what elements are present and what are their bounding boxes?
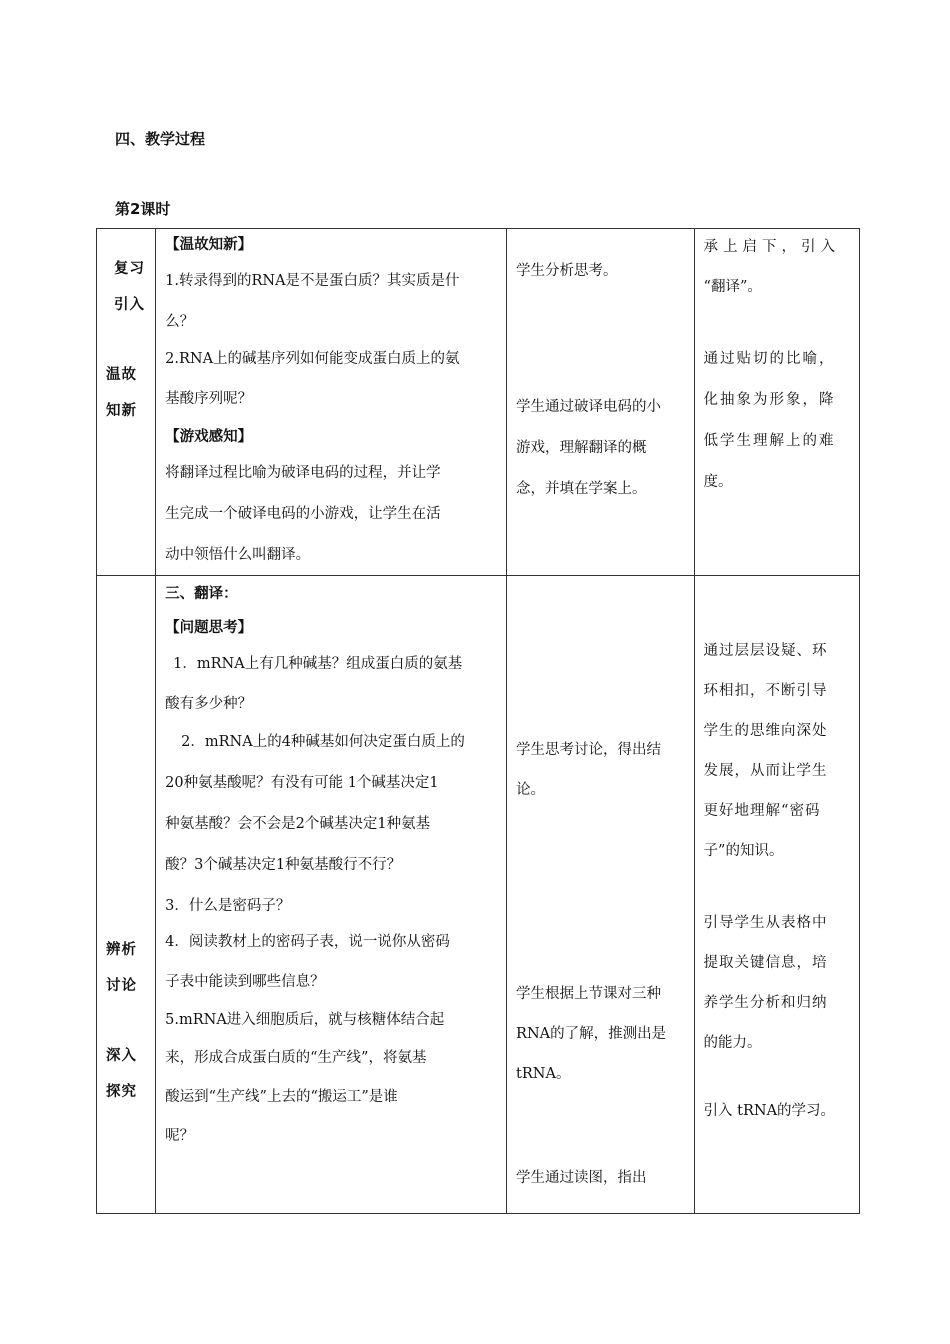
table-row	[97, 576, 860, 1214]
stage-label: 讨论	[106, 978, 137, 994]
content-line: 呢？	[165, 1128, 195, 1144]
intent-line: 更好地理解“密码	[703, 803, 821, 819]
stage-label: 知新	[106, 403, 137, 419]
intent-line: “翻译”。	[703, 279, 762, 295]
content-line: 【问题思考】	[165, 620, 253, 636]
intent-line: 养学生分析和归纳	[703, 995, 828, 1011]
stage-label-cell	[97, 229, 156, 576]
content-line: 4．阅读教材上的密码子表，说一说你从密码	[165, 934, 450, 950]
student-line: 念，并填在学案上。	[516, 481, 647, 497]
student-line: 学生通过读图，指出	[516, 1170, 647, 1186]
content-line: 来，形成合成蛋白质的“生产线”，将氨基	[165, 1050, 427, 1066]
content-line: 种氨基酸？会不会是2个碱基决定1种氨基	[165, 816, 431, 832]
intent-line: 提取关键信息，培	[703, 955, 828, 971]
content-line: 2．mRNA上的4种碱基如何决定蛋白质上的	[181, 734, 465, 750]
content-line: 【游戏感知】	[165, 429, 253, 445]
intent-line: 化抽象为形象，降	[703, 392, 836, 408]
student-activity-cell	[507, 229, 694, 576]
content-line: 1．mRNA上有几种碱基？组成蛋白质的氨基	[173, 656, 463, 672]
content-line: 20种氨基酸呢？有没有可能 1个碱基决定1	[165, 775, 439, 791]
intent-line: 引入 tRNA的学习。	[703, 1103, 836, 1119]
student-line: 学生通过破译电码的小	[516, 399, 662, 415]
intent-line: 的能力。	[703, 1035, 762, 1051]
student-line: 学生分析思考。	[516, 263, 618, 279]
student-line: 学生根据上节课对三种	[516, 986, 662, 1002]
content-line: 2.RNA上的碱基序列如何能变成蛋白质上的氨	[165, 351, 460, 367]
content-line: 基酸序列呢？	[165, 391, 253, 407]
intent-line: 通过层层设疑、环	[703, 643, 828, 659]
content-line: 么？	[165, 314, 195, 330]
section-heading: 四、教学过程	[115, 130, 206, 148]
lesson-heading: 第2课时	[115, 200, 171, 218]
intent-line: 低学生理解上的难	[703, 433, 836, 449]
stage-label: 深入	[106, 1048, 137, 1064]
content-line: 酸有多少种？	[165, 696, 253, 712]
content-line: 三、翻译：	[165, 586, 238, 602]
teaching-content-cell	[156, 229, 507, 576]
content-line: 1.转录得到的RNA是不是蛋白质？其实质是什	[165, 273, 460, 289]
stage-label: 引入	[114, 297, 145, 313]
content-line: 【温故知新】	[165, 237, 253, 253]
table-row	[97, 229, 860, 576]
student-line: RNA的了解，推测出是	[516, 1026, 667, 1042]
stage-label: 辨析	[106, 942, 137, 958]
teaching-content-cell	[156, 576, 507, 1214]
stage-label-cell	[97, 576, 156, 1214]
design-intent-cell	[694, 576, 859, 1214]
content-line: 动中领悟什么叫翻译。	[165, 547, 311, 563]
student-line: 学生思考讨论，得出结	[516, 742, 662, 758]
content-line: 生完成一个破译电码的小游戏，让学生在活	[165, 506, 441, 522]
intent-line: 承上启下，引入	[703, 239, 841, 255]
intent-line: 度。	[703, 474, 733, 490]
intent-line: 学生的思维向深处	[703, 723, 828, 739]
content-line: 子表中能读到哪些信息？	[165, 974, 325, 990]
content-line: 3．什么是密码子？	[165, 898, 291, 914]
intent-line: 发展，从而让学生	[703, 763, 828, 779]
content-line: 酸运到“生产线”上去的“搬运工”是谁	[165, 1089, 398, 1105]
content-line: 5.mRNA进入细胞质后，就与核糖体结合起	[165, 1012, 445, 1028]
intent-line: 引导学生从表格中	[703, 915, 828, 931]
stage-label: 复习	[114, 261, 145, 277]
intent-line: 环相扣，不断引导	[703, 683, 828, 699]
stage-label: 探究	[106, 1084, 137, 1100]
intent-line: 通过贴切的比喻，	[703, 351, 836, 367]
intent-line: 子”的知识。	[703, 843, 784, 859]
content-line: 将翻译过程比喻为破译电码的过程，并让学	[165, 465, 441, 481]
design-intent-cell	[694, 229, 859, 576]
student-line: 论。	[516, 782, 546, 798]
lesson-table	[96, 228, 860, 1214]
student-line: 游戏，理解翻译的概	[516, 440, 647, 456]
student-activity-cell	[507, 576, 694, 1214]
student-line: tRNA。	[516, 1066, 571, 1082]
stage-label: 温故	[106, 367, 137, 383]
content-line: 酸？3个碱基决定1种氨基酸行不行？	[165, 857, 402, 873]
